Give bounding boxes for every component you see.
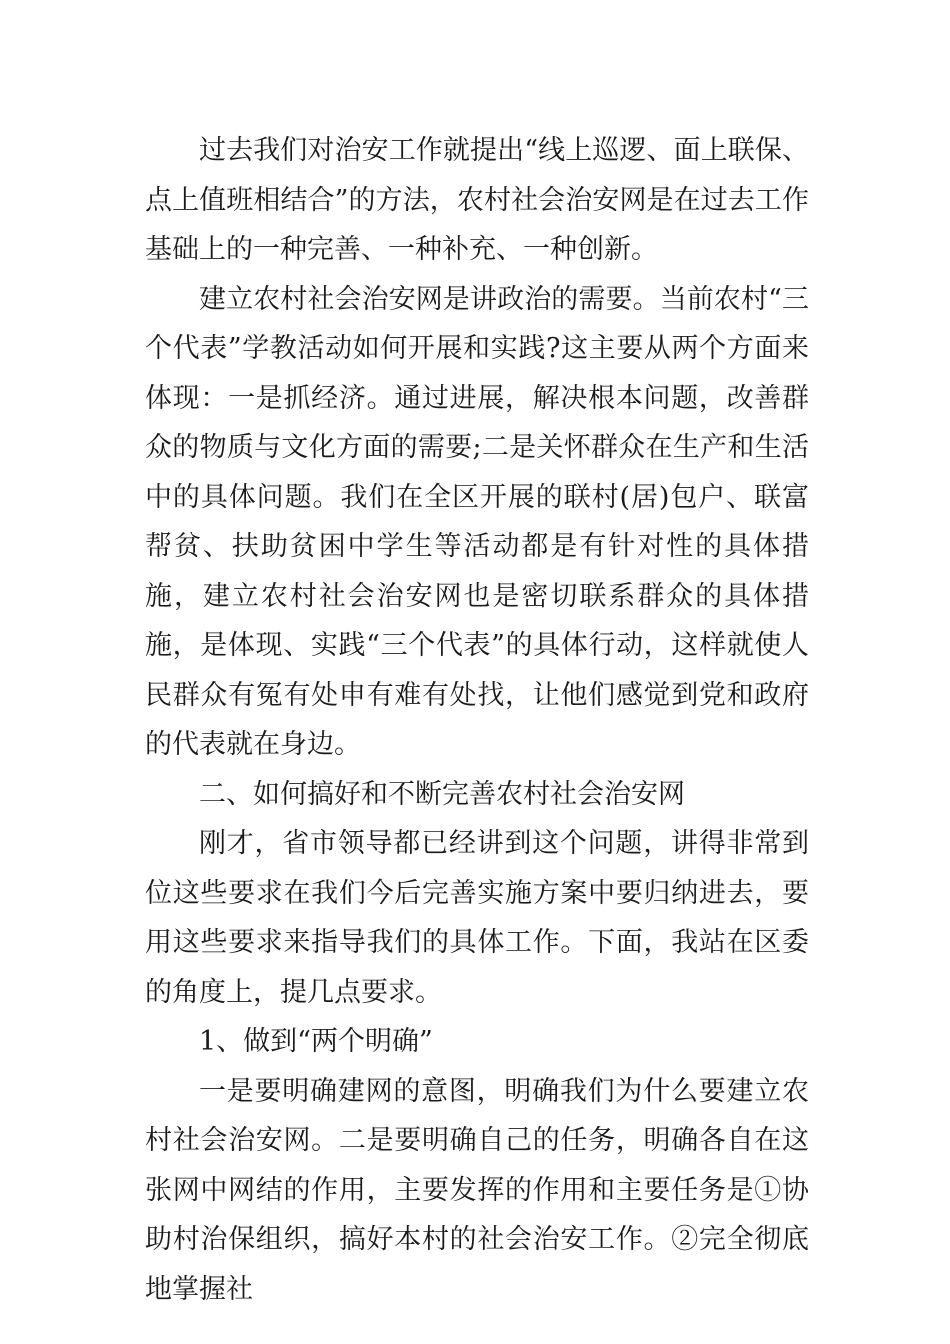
paragraph-political-need: 建立农村社会治安网是讲政治的需要。当前农村“三个代表”学教活动如何开展和实践?这主要从两个方面来体现：一是抓经济。通过进展，解决根本问题，改善群众的物质与文化方面的需要;二是关怀群众在生产和生活中的具体问题。我们在全区开展的联村(居)包户、联富帮贫、扶助贫困中学生等活动都是有针对性的具体措施，建立农村社会治安网也是密切联系群众的具体措施，是体现、实践“三个代表”的具体行动，这样就使人民群众有冤有处申有难有处找，让他们感觉到党和政府的代表就在身边。 — [145, 283, 809, 760]
paragraph-leadership-requirements: 刚才，省市领导都已经讲到这个问题，讲得非常到位这些要求在我们今后完善实施方案中要归纳进去，要用这些要求来指导我们的具体工作。下面，我站在区委的角度上，提几点要求。 — [145, 828, 809, 1008]
paragraph-clarify-tasks: 一是要明确建网的意图，明确我们为什么要建立农村社会治安网。二是要明确自己的任务，明确各自在这张网中网结的作用，主要发挥的作用和主要任务是①协助村治保组织，搞好本村的社会治安工作。②完全彻底地掌握社 — [145, 1075, 809, 1305]
document-body — [145, 126, 809, 1314]
section-heading-improve-network: 二、如何搞好和不断完善农村社会治安网 — [199, 778, 685, 810]
subheading-two-clarities: 1、做到“两个明确” — [199, 1026, 433, 1057]
paragraph-public-security-methods: 过去我们对治安工作就提出“线上巡逻、面上联保、点上值班相结合”的方法，农村社会治安网是在过去工作基础上的一种完善、一种补充、一种创新。 — [145, 135, 809, 265]
